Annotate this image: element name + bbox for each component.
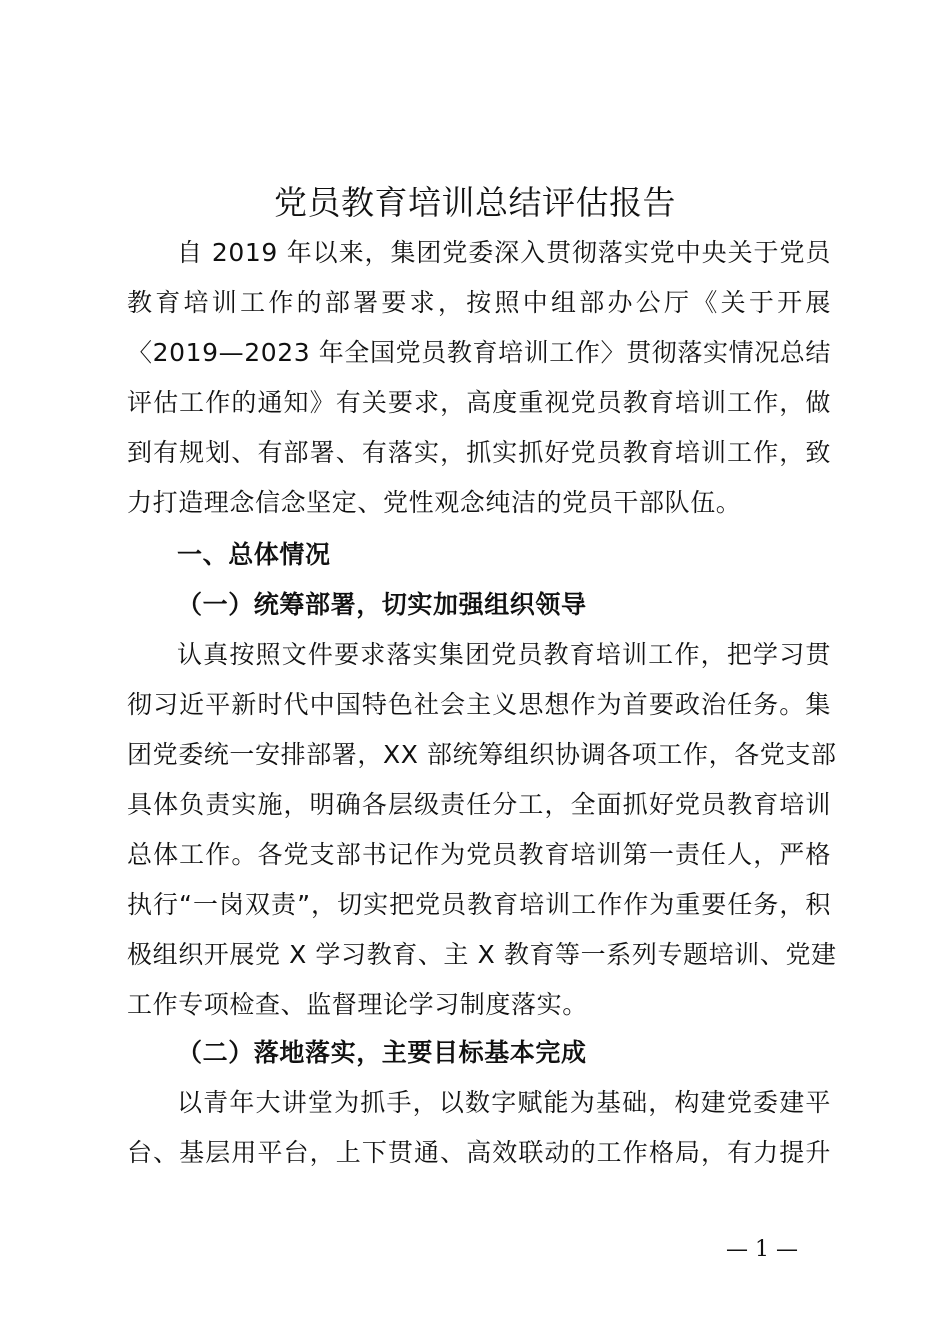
text-line: 极组织开展党 X 学习教育、主 X 教育等一系列专题培训、党建 <box>127 940 837 969</box>
text-line: 力打造理念信念坚定、党性观念纯洁的党员干部队伍。 <box>127 488 742 517</box>
intro-paragraph <box>127 228 831 528</box>
text-line: 执行“一岗双责”，切实把党员教育培训工作作为重要任务，积 <box>127 890 831 919</box>
text-line: 团党委统一安排部署，XX 部统筹组织协调各项工作，各党支部 <box>127 740 837 769</box>
organization-paragraph <box>127 630 837 1030</box>
text-line: 台、基层用平台，上下贯通、高效联动的工作格局，有力提升 <box>127 1138 831 1167</box>
text-line: 总体工作。各党支部书记作为党员教育培训第一责任人，严格 <box>127 840 831 869</box>
text-line: 工作专项检查、监督理论学习制度落实。 <box>127 990 588 1019</box>
page-number: — 1 — <box>726 1237 798 1262</box>
text-line: 自 2019 年以来，集团党委深入贯彻落实党中央关于党员 <box>177 238 831 267</box>
section-heading-overview: 一、总体情况 <box>177 540 331 569</box>
text-line: 具体负责实施，明确各层级责任分工，全面抓好党员教育培训 <box>127 790 831 819</box>
document-title: 党员教育培训总结评估报告 <box>274 183 676 222</box>
text-line: 以青年大讲堂为抓手，以数字赋能为基础，构建党委建平 <box>177 1088 831 1117</box>
text-line: 〈2019—2023 年全国党员教育培训工作〉贯彻落实情况总结 <box>127 338 831 367</box>
text-line: 到有规划、有部署、有落实，抓实抓好党员教育培训工作，致 <box>127 438 831 467</box>
subsection-heading-organization: （一）统筹部署，切实加强组织领导 <box>177 590 587 619</box>
text-line: 认真按照文件要求落实集团党员教育培训工作，把学习贯 <box>177 640 831 669</box>
text-line: 教育培训工作的部署要求，按照中组部办公厅《关于开展 <box>127 288 831 317</box>
text-line: 彻习近平新时代中国特色社会主义思想作为首要政治任务。集 <box>127 690 831 719</box>
subsection-heading-implementation: （二）落地落实，主要目标基本完成 <box>177 1038 587 1067</box>
implementation-paragraph <box>127 1078 831 1178</box>
text-line: 评估工作的通知》有关要求，高度重视党员教育培训工作，做 <box>127 388 831 417</box>
